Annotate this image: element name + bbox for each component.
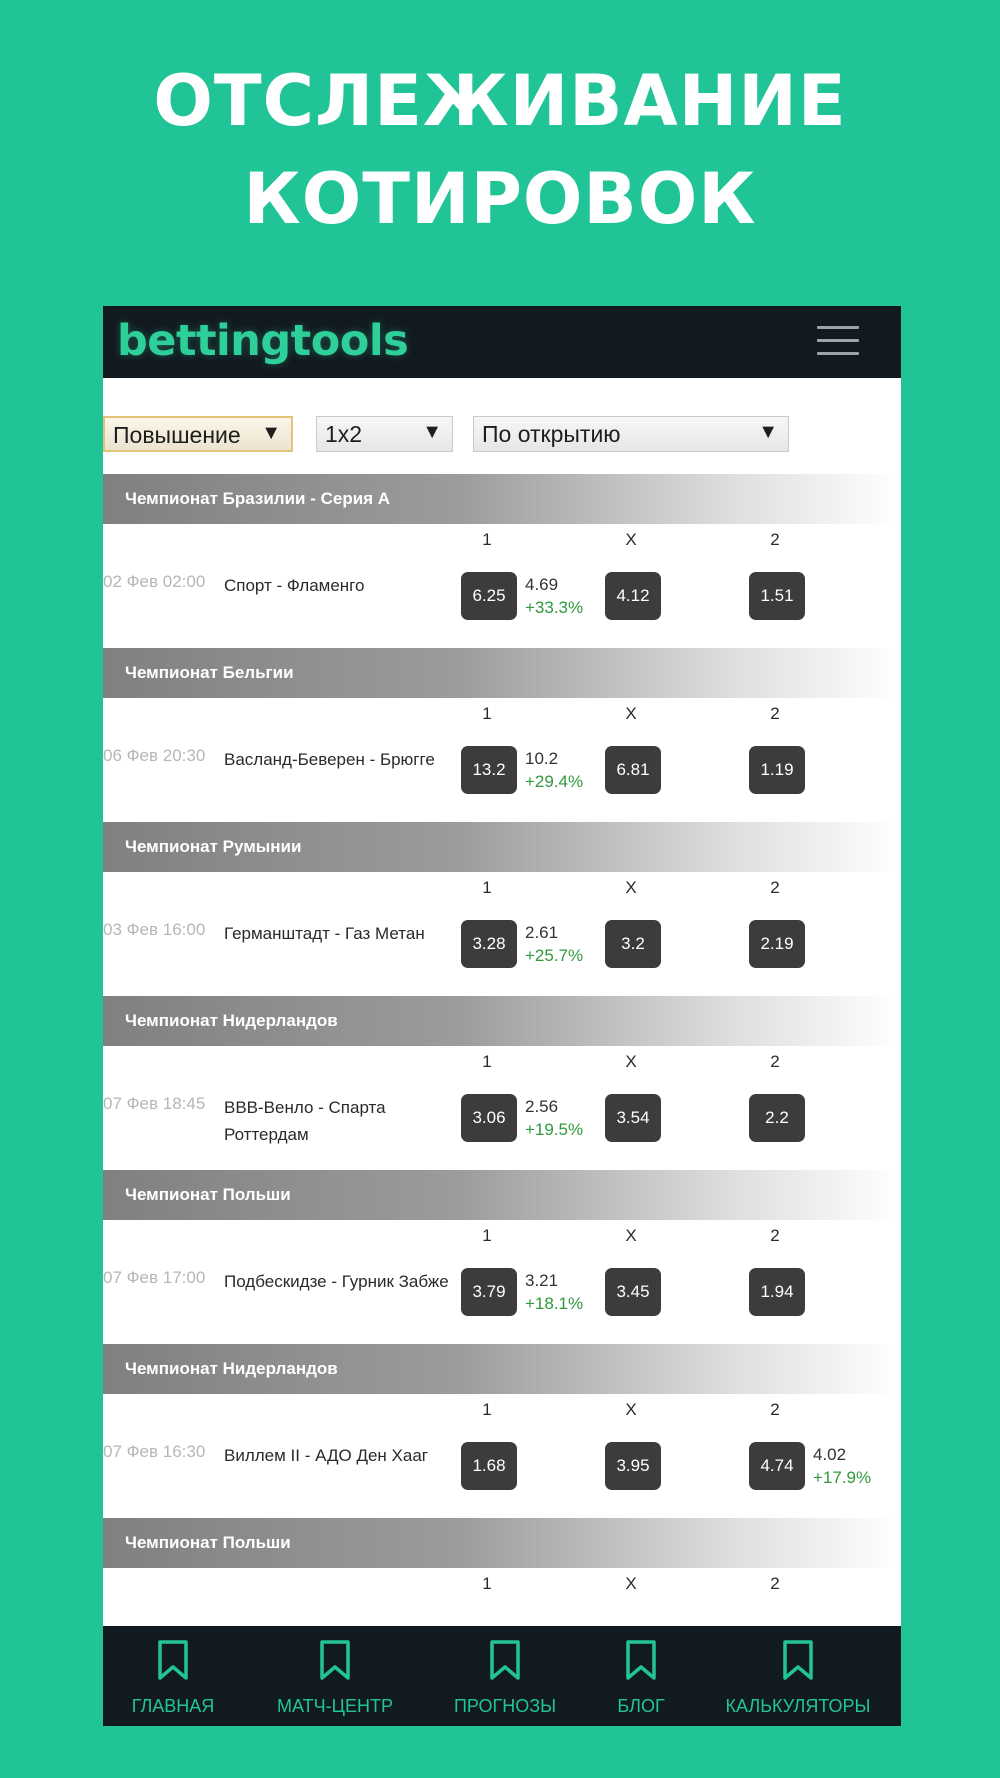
odd-button-2[interactable]: 2.19	[749, 920, 805, 968]
sort-select[interactable]	[103, 416, 293, 452]
previous-odd: 3.21	[525, 1271, 559, 1290]
odd-button-2[interactable]: 4.74	[749, 1442, 805, 1490]
bookmark-icon	[156, 1640, 190, 1680]
match-teams[interactable]: Подбескидзе - Гурник Забже	[224, 1272, 449, 1291]
column-header-0: 1	[482, 1574, 492, 1593]
column-header-1: X	[625, 1052, 637, 1071]
match-time: 02 Фев 02:00	[103, 572, 206, 591]
column-header-0: 1	[482, 1052, 492, 1071]
market-select-value: 1x2	[325, 421, 363, 447]
odd-change-percent: +18.1%	[525, 1294, 584, 1313]
match-teams[interactable]: Германштадт - Газ Метан	[224, 924, 425, 943]
match-row[interactable]	[103, 524, 901, 648]
odd-button-x[interactable]: 3.2	[605, 920, 661, 968]
odd-change-percent: +17.9%	[813, 1468, 872, 1487]
promo-headline	[0, 52, 1000, 248]
odd-button-x[interactable]: 4.12	[605, 572, 661, 620]
bookmark-icon	[488, 1640, 522, 1680]
odd-change-percent: +33.3%	[525, 598, 584, 617]
odd-button-1[interactable]: 13.2	[461, 746, 517, 794]
phone-screen	[103, 306, 901, 1726]
chevron-down-icon: ▼	[261, 422, 281, 444]
bottom-navigation	[103, 1626, 901, 1726]
chevron-down-icon: ▼	[758, 421, 778, 443]
previous-odd: 4.02	[813, 1445, 847, 1464]
odd-button-x[interactable]: 6.81	[605, 746, 661, 794]
previous-odd: 10.2	[525, 749, 559, 768]
odd-button-2[interactable]: 1.19	[749, 746, 805, 794]
column-header-2: 2	[770, 1574, 780, 1593]
match-teams[interactable]: Виллем II - АДО Ден Хааг	[224, 1446, 428, 1465]
column-header-1: X	[625, 704, 637, 723]
league-header[interactable]: Чемпионат Нидерландов	[103, 996, 901, 1046]
league-header[interactable]: Чемпионат Польши	[103, 1518, 901, 1568]
odd-button-1[interactable]: 3.79	[461, 1268, 517, 1316]
column-header-0: 1	[482, 878, 492, 897]
sort-select-value: Повышение	[113, 422, 241, 448]
odd-change-percent: +25.7%	[525, 946, 584, 965]
column-header-2: 2	[770, 704, 780, 723]
bookmark-icon	[318, 1640, 352, 1680]
match-time: 03 Фев 16:00	[103, 920, 206, 939]
nav-item-1[interactable]	[255, 1626, 415, 1726]
column-header-2: 2	[770, 1226, 780, 1245]
odd-button-1[interactable]: 1.68	[461, 1442, 517, 1490]
nav-label: КАЛЬКУЛЯТОРЫ	[725, 1696, 871, 1716]
nav-label: МАТЧ-ЦЕНТР	[277, 1696, 393, 1716]
odd-change-percent: +19.5%	[525, 1120, 584, 1139]
league-header[interactable]: Чемпионат Польши	[103, 1170, 901, 1220]
match-row[interactable]	[103, 1394, 901, 1518]
filter-bar	[103, 416, 901, 460]
nav-item-0[interactable]	[103, 1626, 253, 1726]
column-header-0: 1	[482, 704, 492, 723]
match-time: 07 Фев 16:30	[103, 1442, 206, 1461]
column-header-2: 2	[770, 1400, 780, 1419]
previous-odd: 2.56	[525, 1097, 559, 1116]
app-bar	[103, 306, 901, 378]
hamburger-menu-icon[interactable]	[817, 326, 859, 358]
column-header-2: 2	[770, 530, 780, 549]
match-teams[interactable]: ВВВ-Венло - Спарта Роттердам	[224, 1098, 386, 1144]
league-header[interactable]: Чемпионат Бразилии - Серия А	[103, 474, 901, 524]
league-header[interactable]: Чемпионат Нидерландов	[103, 1344, 901, 1394]
odd-button-x[interactable]: 3.95	[605, 1442, 661, 1490]
odd-button-x[interactable]: 3.54	[605, 1094, 661, 1142]
column-header-1: X	[625, 530, 637, 549]
nav-label: ПРОГНОЗЫ	[453, 1696, 557, 1716]
odd-button-1[interactable]: 6.25	[461, 572, 517, 620]
column-header-1: X	[625, 878, 637, 897]
column-header-1: X	[625, 1400, 637, 1419]
compare-select-value: По открытию	[482, 421, 621, 447]
match-row[interactable]	[103, 1220, 901, 1344]
bookmark-icon	[624, 1640, 658, 1680]
match-time: 07 Фев 17:00	[103, 1268, 206, 1287]
nav-item-4[interactable]	[718, 1626, 878, 1726]
column-header-1: X	[625, 1574, 637, 1593]
match-teams[interactable]: Васланд-Беверен - Брюгге	[224, 750, 435, 769]
match-time: 07 Фев 18:45	[103, 1094, 206, 1113]
chevron-down-icon: ▼	[422, 421, 442, 443]
match-teams[interactable]: Спорт - Фламенго	[224, 576, 365, 595]
odd-button-2[interactable]: 1.94	[749, 1268, 805, 1316]
odd-button-1[interactable]: 3.06	[461, 1094, 517, 1142]
match-row[interactable]	[103, 1046, 901, 1170]
odd-button-x[interactable]: 3.45	[605, 1268, 661, 1316]
bookmark-icon	[781, 1640, 815, 1680]
odd-change-percent: +29.4%	[525, 772, 584, 791]
column-header-0: 1	[482, 1400, 492, 1419]
column-header-2: 2	[770, 878, 780, 897]
odd-button-2[interactable]: 2.2	[749, 1094, 805, 1142]
previous-odd: 4.69	[525, 575, 559, 594]
headline-line-2: КОТИРОВОК	[243, 158, 757, 240]
nav-label: БЛОГ	[617, 1696, 665, 1716]
match-row[interactable]	[103, 698, 901, 822]
league-header[interactable]: Чемпионат Бельгии	[103, 648, 901, 698]
column-header-1: X	[625, 1226, 637, 1245]
match-row[interactable]	[103, 872, 901, 996]
league-header[interactable]: Чемпионат Румынии	[103, 822, 901, 872]
column-header-0: 1	[482, 1226, 492, 1245]
column-header-2: 2	[770, 1052, 780, 1071]
odd-button-2[interactable]: 1.51	[749, 572, 805, 620]
odd-button-1[interactable]: 3.28	[461, 920, 517, 968]
compare-select[interactable]	[473, 416, 789, 452]
previous-odd: 2.61	[525, 923, 559, 942]
market-select[interactable]	[316, 416, 453, 452]
headline-line-1: ОТСЛЕЖИВАНИЕ	[153, 60, 847, 142]
nav-label: ГЛАВНАЯ	[131, 1696, 215, 1716]
nav-item-3[interactable]	[561, 1626, 721, 1726]
match-time: 06 Фев 20:30	[103, 746, 206, 765]
odds-list	[103, 474, 901, 1692]
column-header-0: 1	[482, 530, 492, 549]
app-logo[interactable]: bettingtools	[117, 316, 409, 366]
